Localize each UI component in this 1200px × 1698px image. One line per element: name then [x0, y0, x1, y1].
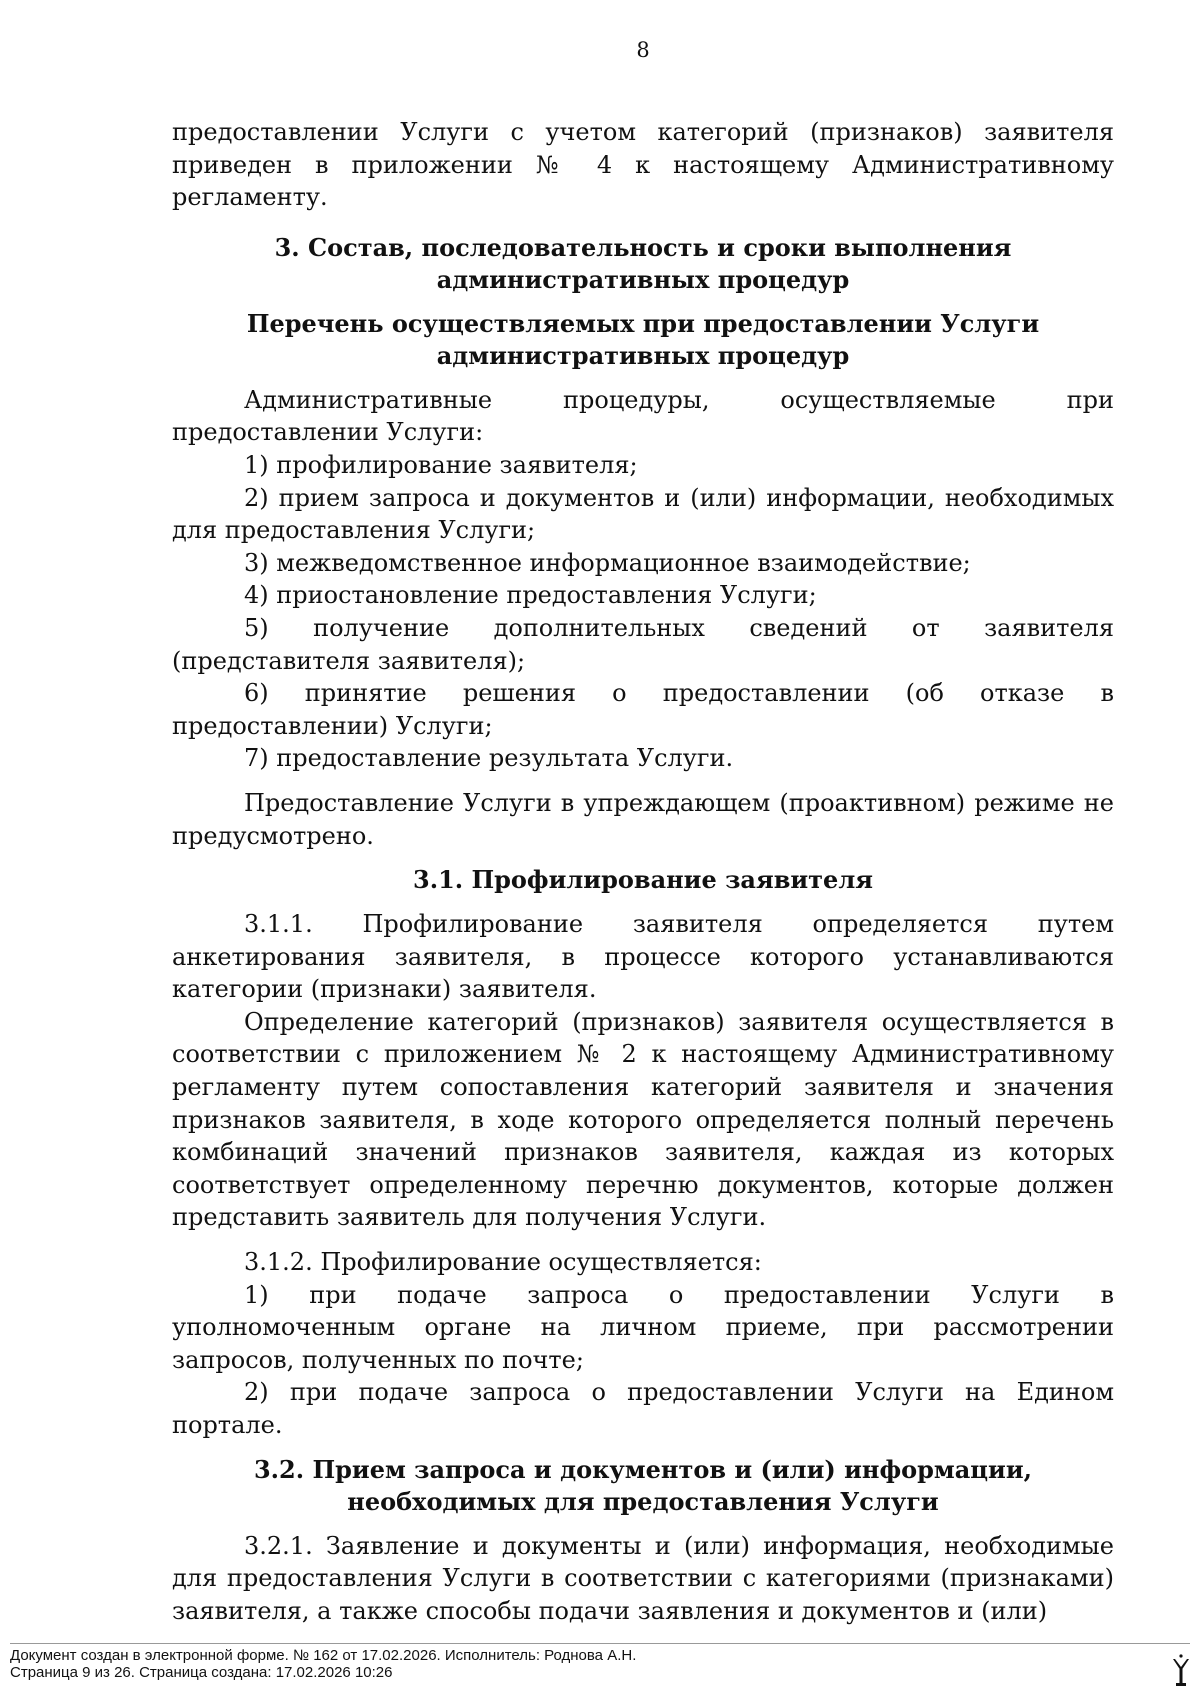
page-number: 8 [636, 38, 650, 62]
document-footer [10, 1647, 1150, 1681]
procedure-item: 2) прием запроса и документов и (или) информации, необходимых для предоставления Услуги; [172, 483, 1114, 545]
procedure-item: 3) межведомственное информационное взаимодействие; [244, 548, 971, 577]
coat-of-arms-icon [1170, 1651, 1192, 1689]
procedure-item: 5) получение дополнительных сведений от заявителя (представителя заявителя); [172, 613, 1114, 675]
procedure-item: 4) приостановление предоставления Услуги; [244, 581, 817, 610]
footer-line-1: Документ создан в электронной форме. № 162 от 17.02.2026. Исполнитель: Роднова А.Н. [10, 1647, 637, 1664]
section-3-2-1-paragraph: 3.2.1. Заявление и документы и (или) информация, необходимые для предоставления Услуги в соответствии с категориями (признаками) заявителя, а также способы подачи заявления и документов и (или) [172, 1531, 1114, 1625]
section-3-2-title: 3.2. Прием запроса и документов и (или) информации, необходимых для предоставления Услуги [253, 1454, 1032, 1516]
document-body [172, 116, 1114, 1627]
continuation-paragraph: предоставлении Услуги с учетом категорий (признаков) заявителя приведен в приложении № 4 к настоящему Административному регламенту. [172, 118, 1114, 212]
procedure-item: 6) принятие решения о предоставлении (об отказе в предоставлении) Услуги; [172, 679, 1114, 740]
section-3-1-title: 3.1. Профилирование заявителя [413, 865, 873, 895]
procedure-item: 1) профилирование заявителя; [244, 450, 638, 479]
procedures-intro: Административные процедуры, осуществляемые при предоставлении Услуги: [172, 385, 1114, 447]
proactive-paragraph: Предоставление Услуги в упреждающем (проактивном) режиме не предусмотрено. [172, 788, 1114, 850]
section-3-title: 3. Состав, последовательность и сроки выполнения административных процедур [274, 232, 1012, 294]
profiling-item: 2) при подаче запроса о предоставлении Услуги на Едином портале. [172, 1378, 1114, 1439]
section-3-1-1-paragraph: 3.1.1. Профилирование заявителя определяется путем анкетирования заявителя, в процессе которого устанавливаются категории (признаки) заявителя. [172, 910, 1114, 1004]
profiling-item: 1) при подаче запроса о предоставлении Услуги в уполномоченным органе на личном приеме, при рассмотрении запросов, полученных по почте; [172, 1280, 1114, 1374]
categories-paragraph: Определение категорий (признаков) заявителя осуществляется в соответствии с приложением № 2 к настоящему Административному регламенту путем сопоставления категорий заявителя и значения признаков заявителя, в ходе которого определяется полный перечень комбинаций значений признаков заявителя, каждая из которых соответствует определенному перечню документов, которые должен представить заявитель для получения Услуги. [172, 1007, 1114, 1232]
footer-divider [10, 1643, 1190, 1644]
section-3-subtitle: Перечень осуществляемых при предоставлении Услуги административных процедур [246, 308, 1040, 370]
section-3-1-2-paragraph: 3.1.2. Профилирование осуществляется: [244, 1248, 762, 1277]
footer-line-2: Страница 9 из 26. Страница создана: 17.02.2026 10:26 [10, 1664, 393, 1681]
procedure-item: 7) предоставление результата Услуги. [244, 744, 734, 773]
